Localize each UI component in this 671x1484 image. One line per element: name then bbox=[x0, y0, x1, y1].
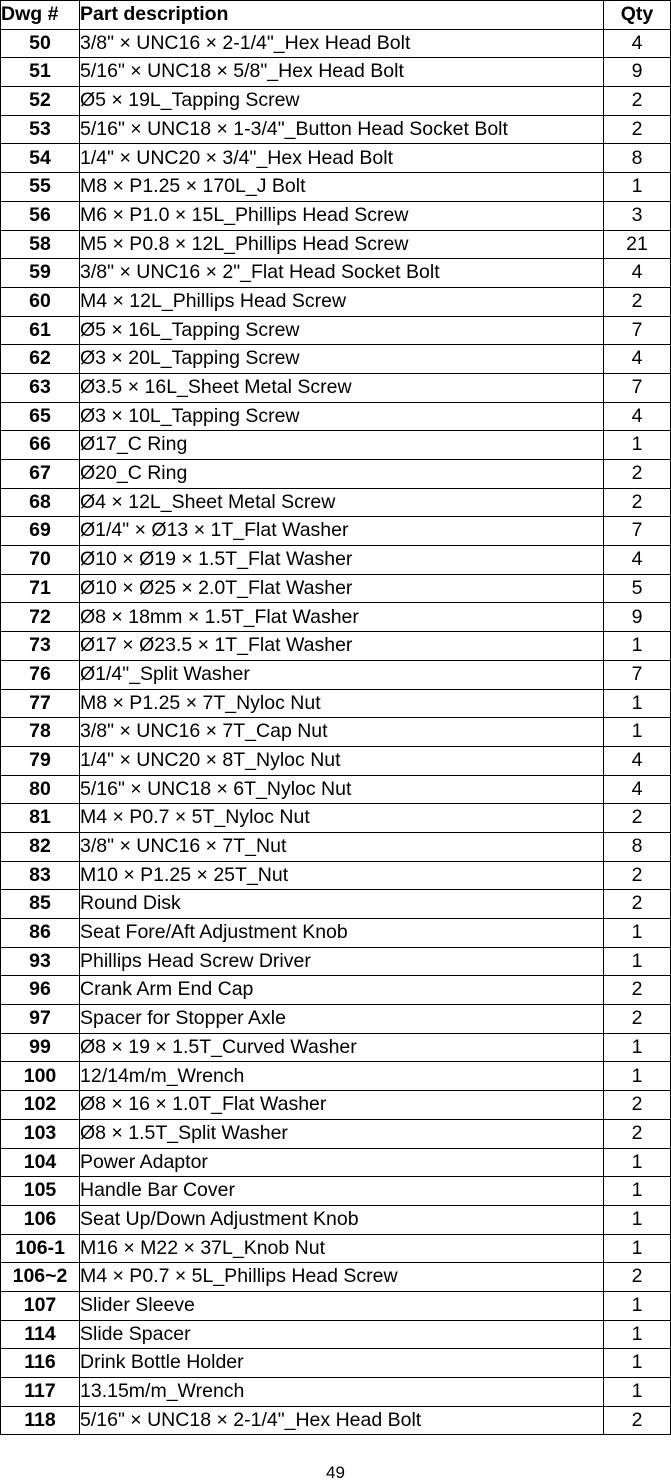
quantity: 3 bbox=[604, 201, 671, 230]
part-description: Ø8 × 16 × 1.0T_Flat Washer bbox=[80, 1091, 604, 1120]
dwg-number: 80 bbox=[1, 775, 80, 804]
dwg-number: 100 bbox=[1, 1062, 80, 1091]
quantity: 4 bbox=[604, 546, 671, 575]
table-row bbox=[1, 1234, 671, 1263]
table-row bbox=[1, 316, 671, 345]
dwg-number: 70 bbox=[1, 546, 80, 575]
dwg-number: 82 bbox=[1, 832, 80, 861]
header-dwg: Dwg # bbox=[1, 1, 80, 30]
part-description: 3/8" × UNC16 × 7T_Nut bbox=[80, 832, 604, 861]
table-row bbox=[1, 115, 671, 144]
table-row bbox=[1, 746, 671, 775]
quantity: 1 bbox=[604, 919, 671, 948]
dwg-number: 52 bbox=[1, 87, 80, 116]
quantity: 2 bbox=[604, 115, 671, 144]
table-row bbox=[1, 1091, 671, 1120]
quantity: 2 bbox=[604, 287, 671, 316]
dwg-number: 106~2 bbox=[1, 1263, 80, 1292]
dwg-number: 66 bbox=[1, 431, 80, 460]
part-description: Handle Bar Cover bbox=[80, 1177, 604, 1206]
table-row bbox=[1, 660, 671, 689]
table-row bbox=[1, 1033, 671, 1062]
part-description: Ø5 × 16L_Tapping Screw bbox=[80, 316, 604, 345]
quantity: 4 bbox=[604, 402, 671, 431]
quantity: 7 bbox=[604, 316, 671, 345]
table-row bbox=[1, 1005, 671, 1034]
dwg-number: 114 bbox=[1, 1320, 80, 1349]
header-row bbox=[1, 1, 671, 30]
dwg-number: 86 bbox=[1, 919, 80, 948]
table-row bbox=[1, 517, 671, 546]
table-row bbox=[1, 804, 671, 833]
table-row bbox=[1, 1148, 671, 1177]
table-row bbox=[1, 976, 671, 1005]
quantity: 1 bbox=[604, 947, 671, 976]
part-description: 5/16" × UNC18 × 6T_Nyloc Nut bbox=[80, 775, 604, 804]
dwg-number: 62 bbox=[1, 345, 80, 374]
dwg-number: 68 bbox=[1, 488, 80, 517]
dwg-number: 105 bbox=[1, 1177, 80, 1206]
part-description: Ø3 × 20L_Tapping Screw bbox=[80, 345, 604, 374]
dwg-number: 85 bbox=[1, 890, 80, 919]
part-description: Ø17 × Ø23.5 × 1T_Flat Washer bbox=[80, 632, 604, 661]
table-row bbox=[1, 947, 671, 976]
part-description: Ø8 × 19 × 1.5T_Curved Washer bbox=[80, 1033, 604, 1062]
table-row bbox=[1, 1378, 671, 1407]
quantity: 1 bbox=[604, 1148, 671, 1177]
quantity: 4 bbox=[604, 775, 671, 804]
part-description: M4 × P0.7 × 5L_Phillips Head Screw bbox=[80, 1263, 604, 1292]
table-row bbox=[1, 87, 671, 116]
part-description: 12/14m/m_Wrench bbox=[80, 1062, 604, 1091]
part-description: 5/16" × UNC18 × 2-1/4"_Hex Head Bolt bbox=[80, 1406, 604, 1435]
quantity: 1 bbox=[604, 1320, 671, 1349]
table-row bbox=[1, 402, 671, 431]
table-row bbox=[1, 287, 671, 316]
quantity: 1 bbox=[604, 1291, 671, 1320]
quantity: 2 bbox=[604, 1091, 671, 1120]
quantity: 4 bbox=[604, 746, 671, 775]
part-description: 1/4" × UNC20 × 8T_Nyloc Nut bbox=[80, 746, 604, 775]
part-description: M16 × M22 × 37L_Knob Nut bbox=[80, 1234, 604, 1263]
dwg-number: 55 bbox=[1, 173, 80, 202]
part-description: Ø8 × 18mm × 1.5T_Flat Washer bbox=[80, 603, 604, 632]
table-row bbox=[1, 144, 671, 173]
quantity: 2 bbox=[604, 1005, 671, 1034]
part-description: 13.15m/m_Wrench bbox=[80, 1378, 604, 1407]
dwg-number: 60 bbox=[1, 287, 80, 316]
dwg-number: 77 bbox=[1, 689, 80, 718]
part-description: M4 × 12L_Phillips Head Screw bbox=[80, 287, 604, 316]
quantity: 5 bbox=[604, 574, 671, 603]
dwg-number: 53 bbox=[1, 115, 80, 144]
part-description: Ø3.5 × 16L_Sheet Metal Screw bbox=[80, 373, 604, 402]
dwg-number: 71 bbox=[1, 574, 80, 603]
table-row bbox=[1, 259, 671, 288]
part-description: Ø1/4"_Split Washer bbox=[80, 660, 604, 689]
part-description: M8 × P1.25 × 7T_Nyloc Nut bbox=[80, 689, 604, 718]
parts-table-body bbox=[1, 29, 671, 1435]
dwg-number: 81 bbox=[1, 804, 80, 833]
dwg-number: 104 bbox=[1, 1148, 80, 1177]
dwg-number: 54 bbox=[1, 144, 80, 173]
dwg-number: 65 bbox=[1, 402, 80, 431]
quantity: 1 bbox=[604, 1234, 671, 1263]
table-row bbox=[1, 373, 671, 402]
part-description: Power Adaptor bbox=[80, 1148, 604, 1177]
quantity: 21 bbox=[604, 230, 671, 259]
quantity: 7 bbox=[604, 660, 671, 689]
part-description: Ø20_C Ring bbox=[80, 460, 604, 489]
dwg-number: 102 bbox=[1, 1091, 80, 1120]
part-description: Ø1/4" × Ø13 × 1T_Flat Washer bbox=[80, 517, 604, 546]
header-qty: Qty bbox=[604, 1, 671, 30]
quantity: 2 bbox=[604, 890, 671, 919]
quantity: 1 bbox=[604, 1349, 671, 1378]
quantity: 7 bbox=[604, 373, 671, 402]
table-row bbox=[1, 230, 671, 259]
table-row bbox=[1, 29, 671, 58]
part-description: 3/8" × UNC16 × 7T_Cap Nut bbox=[80, 718, 604, 747]
quantity: 1 bbox=[604, 173, 671, 202]
table-row bbox=[1, 1349, 671, 1378]
part-description: M10 × P1.25 × 25T_Nut bbox=[80, 861, 604, 890]
table-row bbox=[1, 603, 671, 632]
table-row bbox=[1, 1263, 671, 1292]
table-row bbox=[1, 861, 671, 890]
quantity: 2 bbox=[604, 460, 671, 489]
quantity: 1 bbox=[604, 1033, 671, 1062]
dwg-number: 118 bbox=[1, 1406, 80, 1435]
dwg-number: 106 bbox=[1, 1205, 80, 1234]
dwg-number: 63 bbox=[1, 373, 80, 402]
dwg-number: 69 bbox=[1, 517, 80, 546]
quantity: 4 bbox=[604, 345, 671, 374]
quantity: 1 bbox=[604, 1062, 671, 1091]
part-description: Ø4 × 12L_Sheet Metal Screw bbox=[80, 488, 604, 517]
part-description: 5/16" × UNC18 × 1-3/4"_Button Head Socket Bolt bbox=[80, 115, 604, 144]
header-description: Part description bbox=[80, 1, 604, 30]
table-row bbox=[1, 574, 671, 603]
table-row bbox=[1, 919, 671, 948]
dwg-number: 73 bbox=[1, 632, 80, 661]
dwg-number: 96 bbox=[1, 976, 80, 1005]
quantity: 9 bbox=[604, 58, 671, 87]
part-description: Ø3 × 10L_Tapping Screw bbox=[80, 402, 604, 431]
dwg-number: 51 bbox=[1, 58, 80, 87]
part-description: Ø10 × Ø25 × 2.0T_Flat Washer bbox=[80, 574, 604, 603]
part-description: M8 × P1.25 × 170L_J Bolt bbox=[80, 173, 604, 202]
table-row bbox=[1, 775, 671, 804]
quantity: 2 bbox=[604, 1406, 671, 1435]
dwg-number: 67 bbox=[1, 460, 80, 489]
table-row bbox=[1, 689, 671, 718]
table-row bbox=[1, 345, 671, 374]
dwg-number: 50 bbox=[1, 29, 80, 58]
quantity: 1 bbox=[604, 1177, 671, 1206]
part-description: Round Disk bbox=[80, 890, 604, 919]
part-description: Slide Spacer bbox=[80, 1320, 604, 1349]
part-description: 1/4" × UNC20 × 3/4"_Hex Head Bolt bbox=[80, 144, 604, 173]
dwg-number: 93 bbox=[1, 947, 80, 976]
dwg-number: 97 bbox=[1, 1005, 80, 1034]
dwg-number: 56 bbox=[1, 201, 80, 230]
part-description: 5/16" × UNC18 × 5/8"_Hex Head Bolt bbox=[80, 58, 604, 87]
part-description: Crank Arm End Cap bbox=[80, 976, 604, 1005]
part-description: M5 × P0.8 × 12L_Phillips Head Screw bbox=[80, 230, 604, 259]
part-description: Spacer for Stopper Axle bbox=[80, 1005, 604, 1034]
dwg-number: 78 bbox=[1, 718, 80, 747]
quantity: 2 bbox=[604, 976, 671, 1005]
quantity: 2 bbox=[604, 1263, 671, 1292]
quantity: 2 bbox=[604, 87, 671, 116]
part-description: Drink Bottle Holder bbox=[80, 1349, 604, 1378]
table-row bbox=[1, 1291, 671, 1320]
dwg-number: 76 bbox=[1, 660, 80, 689]
quantity: 9 bbox=[604, 603, 671, 632]
part-description: 3/8" × UNC16 × 2"_Flat Head Socket Bolt bbox=[80, 259, 604, 288]
quantity: 4 bbox=[604, 259, 671, 288]
part-description: Ø17_C Ring bbox=[80, 431, 604, 460]
table-row bbox=[1, 832, 671, 861]
table-row bbox=[1, 1119, 671, 1148]
quantity: 1 bbox=[604, 1205, 671, 1234]
part-description: Ø10 × Ø19 × 1.5T_Flat Washer bbox=[80, 546, 604, 575]
dwg-number: 72 bbox=[1, 603, 80, 632]
dwg-number: 79 bbox=[1, 746, 80, 775]
quantity: 1 bbox=[604, 689, 671, 718]
table-row bbox=[1, 1177, 671, 1206]
part-description: 3/8" × UNC16 × 2-1/4"_Hex Head Bolt bbox=[80, 29, 604, 58]
part-description: Phillips Head Screw Driver bbox=[80, 947, 604, 976]
part-description: Seat Fore/Aft Adjustment Knob bbox=[80, 919, 604, 948]
part-description: Ø5 × 19L_Tapping Screw bbox=[80, 87, 604, 116]
quantity: 2 bbox=[604, 488, 671, 517]
part-description: Ø8 × 1.5T_Split Washer bbox=[80, 1119, 604, 1148]
table-row bbox=[1, 718, 671, 747]
quantity: 7 bbox=[604, 517, 671, 546]
part-description: Seat Up/Down Adjustment Knob bbox=[80, 1205, 604, 1234]
dwg-number: 83 bbox=[1, 861, 80, 890]
table-row bbox=[1, 1205, 671, 1234]
dwg-number: 103 bbox=[1, 1119, 80, 1148]
table-row bbox=[1, 1320, 671, 1349]
table-row bbox=[1, 890, 671, 919]
dwg-number: 61 bbox=[1, 316, 80, 345]
quantity: 4 bbox=[604, 29, 671, 58]
part-description: Slider Sleeve bbox=[80, 1291, 604, 1320]
dwg-number: 107 bbox=[1, 1291, 80, 1320]
table-row bbox=[1, 431, 671, 460]
dwg-number: 116 bbox=[1, 1349, 80, 1378]
dwg-number: 59 bbox=[1, 259, 80, 288]
table-row bbox=[1, 1406, 671, 1435]
table-row bbox=[1, 58, 671, 87]
table-row bbox=[1, 546, 671, 575]
part-description: M4 × P0.7 × 5T_Nyloc Nut bbox=[80, 804, 604, 833]
quantity: 2 bbox=[604, 804, 671, 833]
quantity: 1 bbox=[604, 1378, 671, 1407]
quantity: 2 bbox=[604, 1119, 671, 1148]
page-number: 49 bbox=[326, 1463, 345, 1482]
dwg-number: 58 bbox=[1, 230, 80, 259]
dwg-number: 99 bbox=[1, 1033, 80, 1062]
table-row bbox=[1, 460, 671, 489]
quantity: 8 bbox=[604, 832, 671, 861]
quantity: 1 bbox=[604, 632, 671, 661]
table-row bbox=[1, 173, 671, 202]
quantity: 1 bbox=[604, 718, 671, 747]
quantity: 1 bbox=[604, 431, 671, 460]
table-row bbox=[1, 632, 671, 661]
dwg-number: 106-1 bbox=[1, 1234, 80, 1263]
quantity: 8 bbox=[604, 144, 671, 173]
table-row bbox=[1, 488, 671, 517]
table-row bbox=[1, 201, 671, 230]
quantity: 2 bbox=[604, 861, 671, 890]
dwg-number: 117 bbox=[1, 1378, 80, 1407]
part-description: M6 × P1.0 × 15L_Phillips Head Screw bbox=[80, 201, 604, 230]
table-row bbox=[1, 1062, 671, 1091]
